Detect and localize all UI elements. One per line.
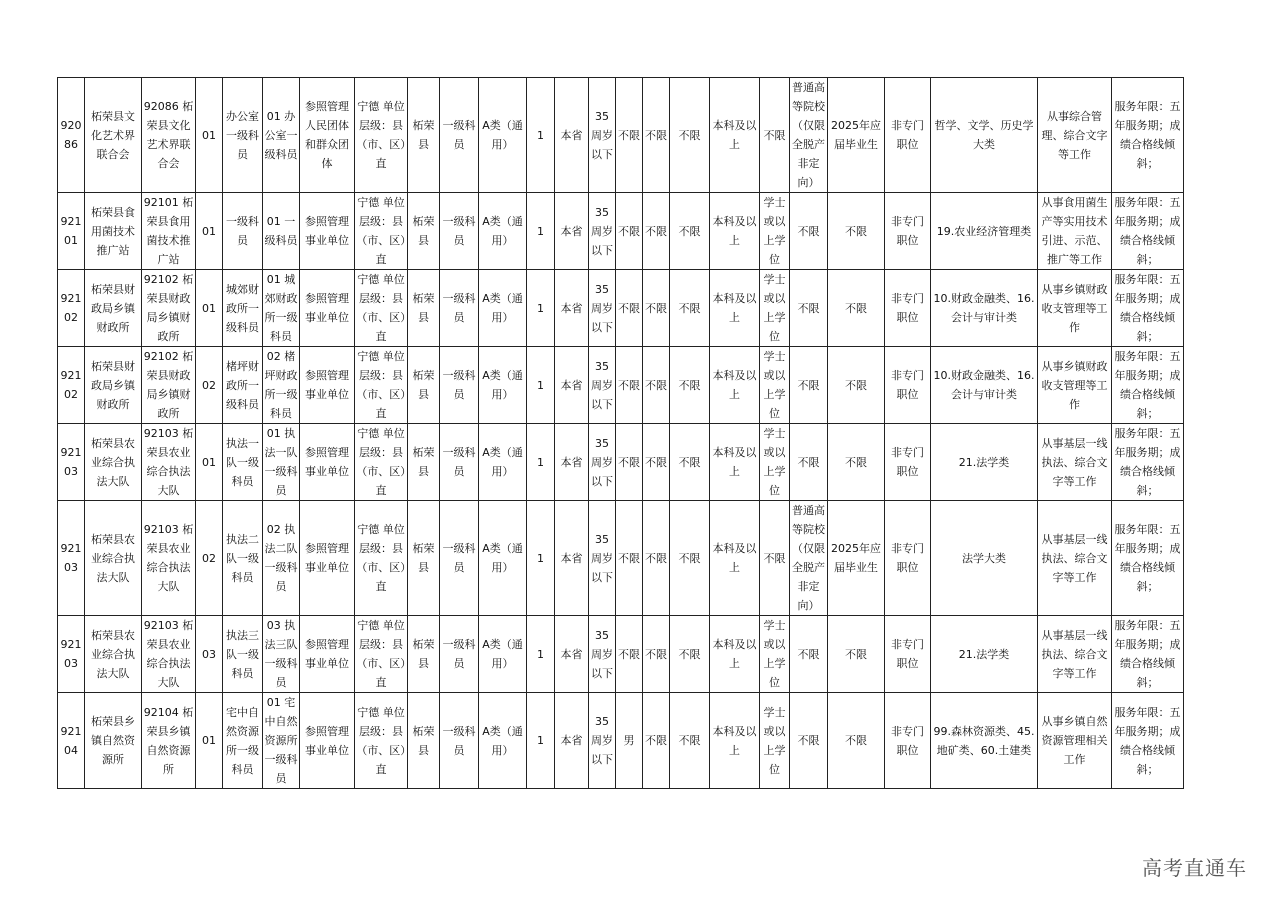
cell-area: 柘荣县	[408, 693, 440, 789]
cell-nature: 参照管理人民团体和群众团体	[300, 78, 355, 193]
cell-cohort: 2025年应届毕业生	[828, 78, 885, 193]
cell-major: 10.财政金融类、16.会计与审计类	[931, 347, 1038, 424]
cell-remark: 服务年限：五年服务期；成绩合格线倾斜；	[1112, 270, 1184, 347]
cell-area: 柘荣县	[408, 501, 440, 616]
cell-special: 非专门职位	[885, 270, 931, 347]
cell-edu: 本科及以上	[710, 693, 760, 789]
cell-work: 从事基层一线执法、综合文字等工作	[1038, 501, 1112, 616]
cell-edu: 本科及以上	[710, 616, 760, 693]
cell-pos-name: 执法二队一级科员	[223, 501, 263, 616]
cell-dept: 92101 柘荣县食用菌技术推广站	[142, 193, 196, 270]
cell-grad: 普通高等院校（仅限全脱产非定向）	[790, 501, 828, 616]
cell-count: 1	[527, 193, 555, 270]
cell-nature: 参照管理事业单位	[300, 616, 355, 693]
cell-count: 1	[527, 347, 555, 424]
cell-politic: 不限	[670, 270, 710, 347]
cell-pos-no: 01	[196, 78, 223, 193]
cell-rank: 一级科员	[440, 424, 479, 501]
cell-degree: 学士或以上学位	[760, 347, 790, 424]
cell-type: A类（通用）	[479, 270, 527, 347]
cell-unit: 柘荣县文化艺术界联合会	[85, 78, 142, 193]
cell-origin: 本省	[555, 193, 589, 270]
cell-dept: 92086 柘荣县文化艺术界联合会	[142, 78, 196, 193]
cell-age: 35周岁以下	[589, 616, 616, 693]
cell-rank: 一级科员	[440, 693, 479, 789]
cell-cohort: 不限	[828, 693, 885, 789]
cell-pos-no: 01	[196, 693, 223, 789]
cell-ethnic: 不限	[643, 616, 670, 693]
cell-grad: 不限	[790, 193, 828, 270]
cell-special: 非专门职位	[885, 78, 931, 193]
table-row	[58, 347, 1184, 424]
cell-ethnic: 不限	[643, 270, 670, 347]
cell-remark: 服务年限：五年服务期；成绩合格线倾斜；	[1112, 424, 1184, 501]
watermark-logo: 高考直通车	[1142, 856, 1247, 880]
cell-pos-code: 02 楮坪财政所一级科员	[263, 347, 300, 424]
cell-type: A类（通用）	[479, 193, 527, 270]
cell-nature: 参照管理事业单位	[300, 424, 355, 501]
cell-code: 92101	[58, 193, 85, 270]
cell-unit: 柘荣县食用菌技术推广站	[85, 193, 142, 270]
cell-ethnic: 不限	[643, 501, 670, 616]
cell-grad: 不限	[790, 616, 828, 693]
cell-area: 柘荣县	[408, 424, 440, 501]
cell-edu: 本科及以上	[710, 501, 760, 616]
cell-nature: 参照管理事业单位	[300, 193, 355, 270]
cell-pos-no: 02	[196, 501, 223, 616]
cell-origin: 本省	[555, 78, 589, 193]
cell-pos-name: 执法一队一级科员	[223, 424, 263, 501]
cell-special: 非专门职位	[885, 424, 931, 501]
cell-nature: 参照管理事业单位	[300, 347, 355, 424]
cell-pos-code: 01 执法一队一级科员	[263, 424, 300, 501]
cell-remark: 服务年限：五年服务期；成绩合格线倾斜；	[1112, 501, 1184, 616]
cell-edu: 本科及以上	[710, 347, 760, 424]
cell-work: 从事食用菌生产等实用技术引进、示范、推广等工作	[1038, 193, 1112, 270]
cell-unit: 柘荣县财政局乡镇财政所	[85, 270, 142, 347]
cell-pos-name: 宅中自然资源所一级科员	[223, 693, 263, 789]
cell-pos-no: 03	[196, 616, 223, 693]
cell-dept: 92103 柘荣县农业综合执法大队	[142, 501, 196, 616]
cell-level: 宁德 单位层级：县（市、区）直	[355, 693, 408, 789]
cell-dept: 92103 柘荣县农业综合执法大队	[142, 616, 196, 693]
cell-rank: 一级科员	[440, 270, 479, 347]
cell-remark: 服务年限：五年服务期；成绩合格线倾斜；	[1112, 616, 1184, 693]
cell-dept: 92102 柘荣县财政局乡镇财政所	[142, 270, 196, 347]
cell-unit: 柘荣县乡镇自然资源所	[85, 693, 142, 789]
cell-work: 从事基层一线执法、综合文字等工作	[1038, 424, 1112, 501]
cell-pos-name: 楮坪财政所一级科员	[223, 347, 263, 424]
table-row	[58, 501, 1184, 616]
cell-politic: 不限	[670, 616, 710, 693]
cell-ethnic: 不限	[643, 347, 670, 424]
cell-ethnic: 不限	[643, 424, 670, 501]
cell-area: 柘荣县	[408, 78, 440, 193]
cell-pos-no: 01	[196, 270, 223, 347]
cell-cohort: 不限	[828, 270, 885, 347]
cell-cohort: 2025年应届毕业生	[828, 501, 885, 616]
cell-work: 从事基层一线执法、综合文字等工作	[1038, 616, 1112, 693]
positions-table	[57, 77, 1184, 789]
cell-area: 柘荣县	[408, 347, 440, 424]
cell-major: 21.法学类	[931, 616, 1038, 693]
cell-degree: 不限	[760, 78, 790, 193]
cell-cohort: 不限	[828, 347, 885, 424]
cell-gender: 不限	[616, 616, 643, 693]
cell-pos-code: 01 一级科员	[263, 193, 300, 270]
cell-politic: 不限	[670, 693, 710, 789]
cell-code: 92104	[58, 693, 85, 789]
cell-nature: 参照管理事业单位	[300, 501, 355, 616]
cell-major: 99.森林资源类、45.地矿类、60.土建类	[931, 693, 1038, 789]
cell-grad: 普通高等院校（仅限全脱产非定向）	[790, 78, 828, 193]
cell-special: 非专门职位	[885, 693, 931, 789]
cell-pos-code: 02 执法二队一级科员	[263, 501, 300, 616]
table-row	[58, 616, 1184, 693]
cell-nature: 参照管理事业单位	[300, 693, 355, 789]
cell-degree: 学士或以上学位	[760, 693, 790, 789]
cell-major: 哲学、文学、历史学大类	[931, 78, 1038, 193]
cell-age: 35周岁以下	[589, 347, 616, 424]
cell-grad: 不限	[790, 270, 828, 347]
cell-code: 92103	[58, 616, 85, 693]
cell-special: 非专门职位	[885, 501, 931, 616]
table-row	[58, 693, 1184, 789]
cell-major: 10.财政金融类、16.会计与审计类	[931, 270, 1038, 347]
cell-degree: 学士或以上学位	[760, 424, 790, 501]
cell-type: A类（通用）	[479, 424, 527, 501]
cell-degree: 不限	[760, 501, 790, 616]
cell-age: 35周岁以下	[589, 193, 616, 270]
cell-unit: 柘荣县农业综合执法大队	[85, 501, 142, 616]
cell-origin: 本省	[555, 347, 589, 424]
cell-gender: 不限	[616, 270, 643, 347]
cell-major: 法学大类	[931, 501, 1038, 616]
cell-count: 1	[527, 693, 555, 789]
cell-dept: 92102 柘荣县财政局乡镇财政所	[142, 347, 196, 424]
cell-special: 非专门职位	[885, 193, 931, 270]
cell-area: 柘荣县	[408, 270, 440, 347]
cell-age: 35周岁以下	[589, 693, 616, 789]
cell-area: 柘荣县	[408, 193, 440, 270]
cell-politic: 不限	[670, 347, 710, 424]
cell-work: 从事乡镇财政收支管理等工作	[1038, 270, 1112, 347]
cell-code: 92103	[58, 424, 85, 501]
table-row	[58, 78, 1184, 193]
cell-dept: 92104 柘荣县乡镇自然资源所	[142, 693, 196, 789]
cell-grad: 不限	[790, 693, 828, 789]
cell-edu: 本科及以上	[710, 424, 760, 501]
cell-cohort: 不限	[828, 616, 885, 693]
cell-ethnic: 不限	[643, 78, 670, 193]
cell-type: A类（通用）	[479, 501, 527, 616]
cell-origin: 本省	[555, 693, 589, 789]
cell-origin: 本省	[555, 270, 589, 347]
cell-level: 宁德 单位层级：县（市、区）直	[355, 501, 408, 616]
cell-pos-code: 01 城郊财政所一级科员	[263, 270, 300, 347]
cell-edu: 本科及以上	[710, 270, 760, 347]
cell-grad: 不限	[790, 424, 828, 501]
cell-major: 21.法学类	[931, 424, 1038, 501]
cell-politic: 不限	[670, 424, 710, 501]
cell-count: 1	[527, 501, 555, 616]
cell-level: 宁德 单位层级：县（市、区）直	[355, 347, 408, 424]
cell-code: 92103	[58, 501, 85, 616]
cell-rank: 一级科员	[440, 78, 479, 193]
table-row	[58, 193, 1184, 270]
cell-type: A类（通用）	[479, 616, 527, 693]
cell-count: 1	[527, 270, 555, 347]
cell-count: 1	[527, 424, 555, 501]
cell-unit: 柘荣县农业综合执法大队	[85, 424, 142, 501]
cell-level: 宁德 单位层级：县（市、区）直	[355, 270, 408, 347]
cell-grad: 不限	[790, 347, 828, 424]
cell-gender: 不限	[616, 501, 643, 616]
table-row	[58, 424, 1184, 501]
cell-level: 宁德 单位层级：县（市、区）直	[355, 193, 408, 270]
cell-work: 从事综合管理、综合文字等工作	[1038, 78, 1112, 193]
cell-code: 92102	[58, 270, 85, 347]
cell-work: 从事乡镇财政收支管理等工作	[1038, 347, 1112, 424]
cell-ethnic: 不限	[643, 693, 670, 789]
cell-pos-code: 01 办公室一级科员	[263, 78, 300, 193]
cell-age: 35周岁以下	[589, 78, 616, 193]
cell-type: A类（通用）	[479, 78, 527, 193]
cell-ethnic: 不限	[643, 193, 670, 270]
cell-work: 从事乡镇自然资源管理相关工作	[1038, 693, 1112, 789]
cell-gender: 男	[616, 693, 643, 789]
cell-special: 非专门职位	[885, 347, 931, 424]
cell-pos-code: 01 宅中自然资源所一级科员	[263, 693, 300, 789]
cell-gender: 不限	[616, 78, 643, 193]
cell-cohort: 不限	[828, 193, 885, 270]
cell-degree: 学士或以上学位	[760, 616, 790, 693]
cell-remark: 服务年限：五年服务期；成绩合格线倾斜；	[1112, 78, 1184, 193]
cell-origin: 本省	[555, 501, 589, 616]
cell-age: 35周岁以下	[589, 424, 616, 501]
cell-type: A类（通用）	[479, 347, 527, 424]
cell-level: 宁德 单位层级：县（市、区）直	[355, 424, 408, 501]
cell-politic: 不限	[670, 501, 710, 616]
table-row	[58, 270, 1184, 347]
cell-politic: 不限	[670, 78, 710, 193]
cell-rank: 一级科员	[440, 616, 479, 693]
cell-rank: 一级科员	[440, 501, 479, 616]
cell-remark: 服务年限：五年服务期；成绩合格线倾斜；	[1112, 193, 1184, 270]
cell-count: 1	[527, 78, 555, 193]
cell-age: 35周岁以下	[589, 270, 616, 347]
cell-remark: 服务年限：五年服务期；成绩合格线倾斜；	[1112, 347, 1184, 424]
cell-degree: 学士或以上学位	[760, 193, 790, 270]
cell-remark: 服务年限：五年服务期；成绩合格线倾斜；	[1112, 693, 1184, 789]
cell-major: 19.农业经济管理类	[931, 193, 1038, 270]
cell-nature: 参照管理事业单位	[300, 270, 355, 347]
cell-pos-name: 一级科员	[223, 193, 263, 270]
cell-rank: 一级科员	[440, 347, 479, 424]
cell-pos-name: 办公室一级科员	[223, 78, 263, 193]
cell-type: A类（通用）	[479, 693, 527, 789]
cell-pos-no: 01	[196, 424, 223, 501]
cell-special: 非专门职位	[885, 616, 931, 693]
cell-pos-no: 02	[196, 347, 223, 424]
cell-level: 宁德 单位层级：县（市、区）直	[355, 616, 408, 693]
cell-unit: 柘荣县财政局乡镇财政所	[85, 347, 142, 424]
cell-unit: 柘荣县农业综合执法大队	[85, 616, 142, 693]
cell-level: 宁德 单位层级：县（市、区）直	[355, 78, 408, 193]
cell-pos-name: 执法三队一级科员	[223, 616, 263, 693]
cell-gender: 不限	[616, 424, 643, 501]
cell-gender: 不限	[616, 193, 643, 270]
cell-area: 柘荣县	[408, 616, 440, 693]
cell-politic: 不限	[670, 193, 710, 270]
cell-count: 1	[527, 616, 555, 693]
cell-degree: 学士或以上学位	[760, 270, 790, 347]
cell-dept: 92103 柘荣县农业综合执法大队	[142, 424, 196, 501]
cell-origin: 本省	[555, 424, 589, 501]
cell-origin: 本省	[555, 616, 589, 693]
cell-cohort: 不限	[828, 424, 885, 501]
cell-age: 35周岁以下	[589, 501, 616, 616]
cell-edu: 本科及以上	[710, 193, 760, 270]
cell-gender: 不限	[616, 347, 643, 424]
cell-rank: 一级科员	[440, 193, 479, 270]
cell-pos-no: 01	[196, 193, 223, 270]
cell-code: 92102	[58, 347, 85, 424]
cell-pos-code: 03 执法三队一级科员	[263, 616, 300, 693]
cell-edu: 本科及以上	[710, 78, 760, 193]
cell-pos-name: 城郊财政所一级科员	[223, 270, 263, 347]
cell-code: 92086	[58, 78, 85, 193]
